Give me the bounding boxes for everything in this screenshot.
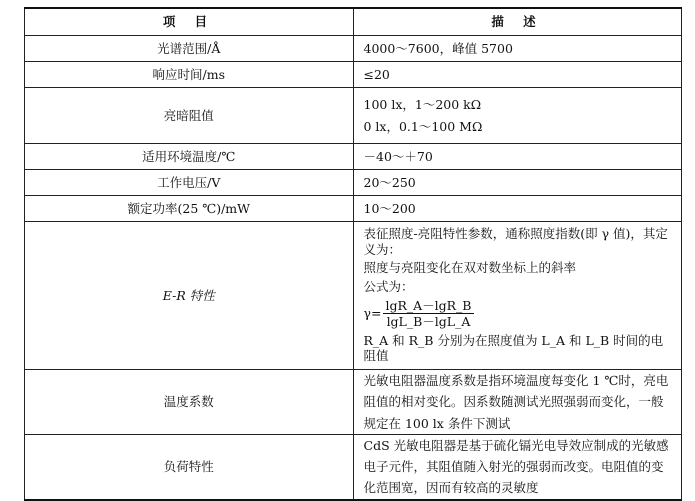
er-formula <box>364 298 674 330</box>
row-value: 20～250 <box>353 170 682 196</box>
table-row <box>25 222 682 370</box>
header-description: 描 述 <box>353 8 682 36</box>
table-row <box>25 196 682 222</box>
row-value: 10～200 <box>353 196 682 222</box>
value-line: 100 lx，1～200 kΩ <box>363 96 482 112</box>
row-value: CdS 光敏电阻器是基于硫化镉光电导效应制成的光敏感电子元件，其阻值随入射光的强弱而改变。电阻值的变化范围宽，因而有较高的灵敏度 <box>353 434 682 499</box>
formula-denominator: lgL_B－lgL_A <box>386 314 471 330</box>
row-value: 光敏电阻器温度系数是指环境温度每变化 1 ℃时，亮电阻值的相对变化。因系数随测试光照强弱而变化，一般规定在 100 lx 条件下测试 <box>353 370 682 435</box>
value-line: 0 lx，0.1～100 MΩ <box>363 118 483 134</box>
row-value: 4000～7600，峰值 5700 <box>353 36 682 62</box>
er-definition-line: 表征照度-亮阻特性参数，通称照度指数(即 γ 值)，其定义为： <box>363 226 668 257</box>
er-formula-label: 公式为： <box>363 278 414 294</box>
table-row <box>25 434 682 499</box>
row-label: 亮暗阻值 <box>25 88 354 144</box>
row-label: 额定功率(25 ℃)/mW <box>25 196 354 222</box>
formula-lhs: γ= <box>363 305 382 321</box>
row-label: 温度系数 <box>25 370 354 435</box>
er-slope-line: 照度与亮阻变化在双对数坐标上的斜率 <box>363 260 577 276</box>
table-row <box>25 62 682 88</box>
row-value <box>353 222 682 370</box>
table-row <box>25 170 682 196</box>
formula-fraction <box>383 298 473 330</box>
table-header-row <box>25 8 682 36</box>
row-label: 响应时间/ms <box>25 62 354 88</box>
header-item: 项 目 <box>25 8 354 36</box>
row-value <box>353 88 682 144</box>
row-value: －40～＋70 <box>353 144 682 170</box>
row-label: 光谱范围/Å <box>25 36 354 62</box>
er-variable-line: R_A 和 R_B 分别为在照度值为 L_A 和 L_B 时间的电阻值 <box>363 332 664 364</box>
table-row <box>25 144 682 170</box>
table-row <box>25 36 682 62</box>
row-value: ≤20 <box>353 62 682 88</box>
row-label: 负荷特性 <box>25 434 354 499</box>
row-label: 工作电压/V <box>25 170 354 196</box>
row-label: 适用环境温度/℃ <box>25 144 354 170</box>
table-row <box>25 370 682 435</box>
formula-numerator: lgR_A－lgR_B <box>385 297 472 313</box>
spec-table <box>24 7 682 501</box>
row-label: E-R 特性 <box>25 222 354 370</box>
table-row <box>25 88 682 144</box>
